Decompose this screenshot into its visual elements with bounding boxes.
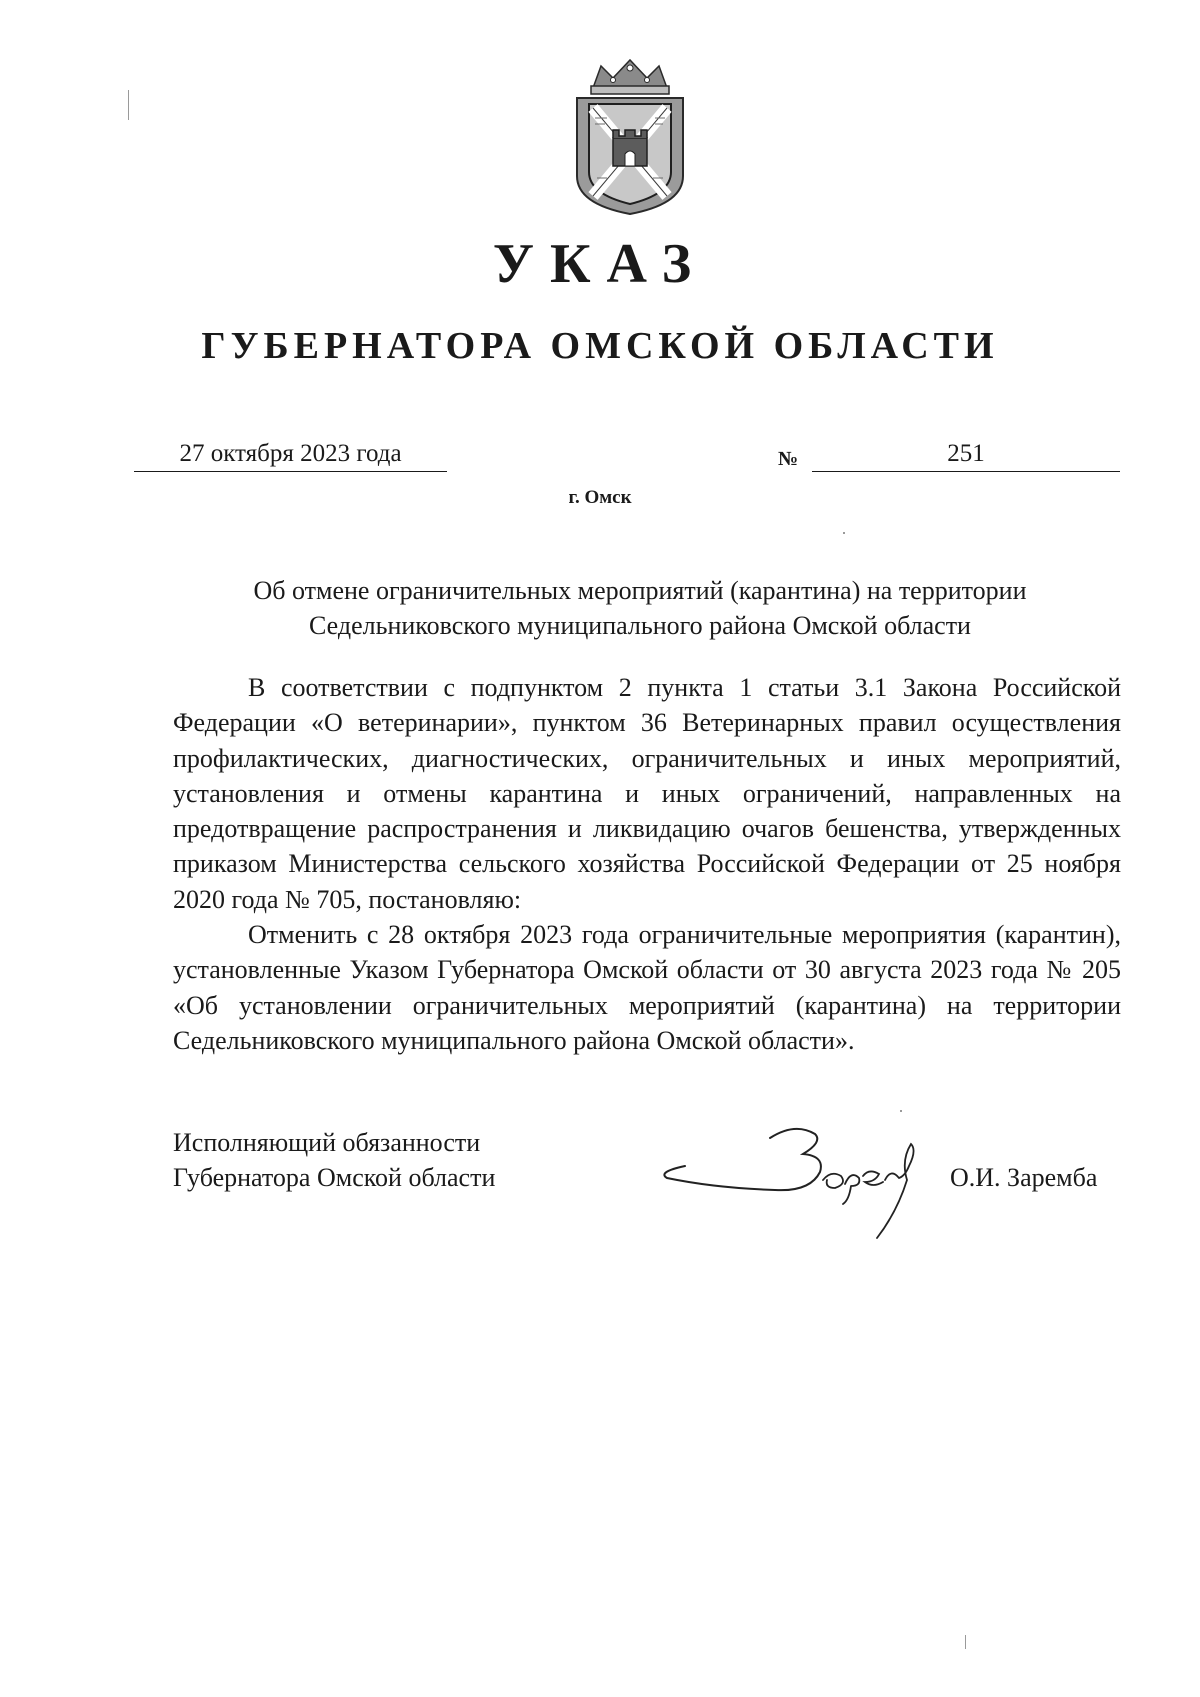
position-line-1: Исполняющий обязанности [173,1128,481,1157]
coat-of-arms-icon [571,58,689,216]
signatory-name: О.И. Заремба [950,1163,1098,1192]
handwritten-signature [655,1120,935,1245]
position-line-2: Губернатора Омской области [173,1163,496,1192]
decree-subtitle: ГУБЕРНАТОРА ОМСКОЙ ОБЛАСТИ [201,325,999,367]
decree-number: 251 [812,437,1120,472]
decree-title: УКАЗ [492,233,708,295]
subject-line-1: Об отмене ограничительных мероприятий (карантина) на территории [253,576,1027,605]
body-paragraph-2: Отменить с 28 октября 2023 года ограничительные мероприятия (карантин), установленные Указом Губернатора Омской области от 30 августа 2023 года № 205 «Об установлении ограничительных мероприятий (карантина) на территории Седельниковского муниципального района Омской области». [173,920,1121,1055]
scan-mark [965,1635,966,1649]
decree-body [173,670,1121,1058]
decree-date: 27 октября 2023 года [134,437,447,472]
decree-subject [160,573,1120,643]
signatory-position [173,1125,495,1195]
number-label: № [778,448,799,470]
body-paragraph-1: В соответствии с подпунктом 2 пункта 1 статьи 3.1 Закона Российской Федерации «О ветеринарии», пунктом 36 Ветеринарных правил осуществления профилактических, диагностических, ограничительных и иных мероприятий, установления и отмены карантина и иных ограничений, направленных на предотвращение распространения и ликвидацию очагов бешенства, утвержденных приказом Министерства сельского хозяйства Российской Федерации от 25 ноября 2020 года № 705, постановляю: [173,673,1121,914]
decree-city: г. Омск [568,487,632,508]
scan-mark [128,90,129,120]
scan-mark [843,532,845,534]
scan-mark [900,1110,902,1112]
subject-line-2: Седельниковского муниципального района Омской области [309,611,971,640]
